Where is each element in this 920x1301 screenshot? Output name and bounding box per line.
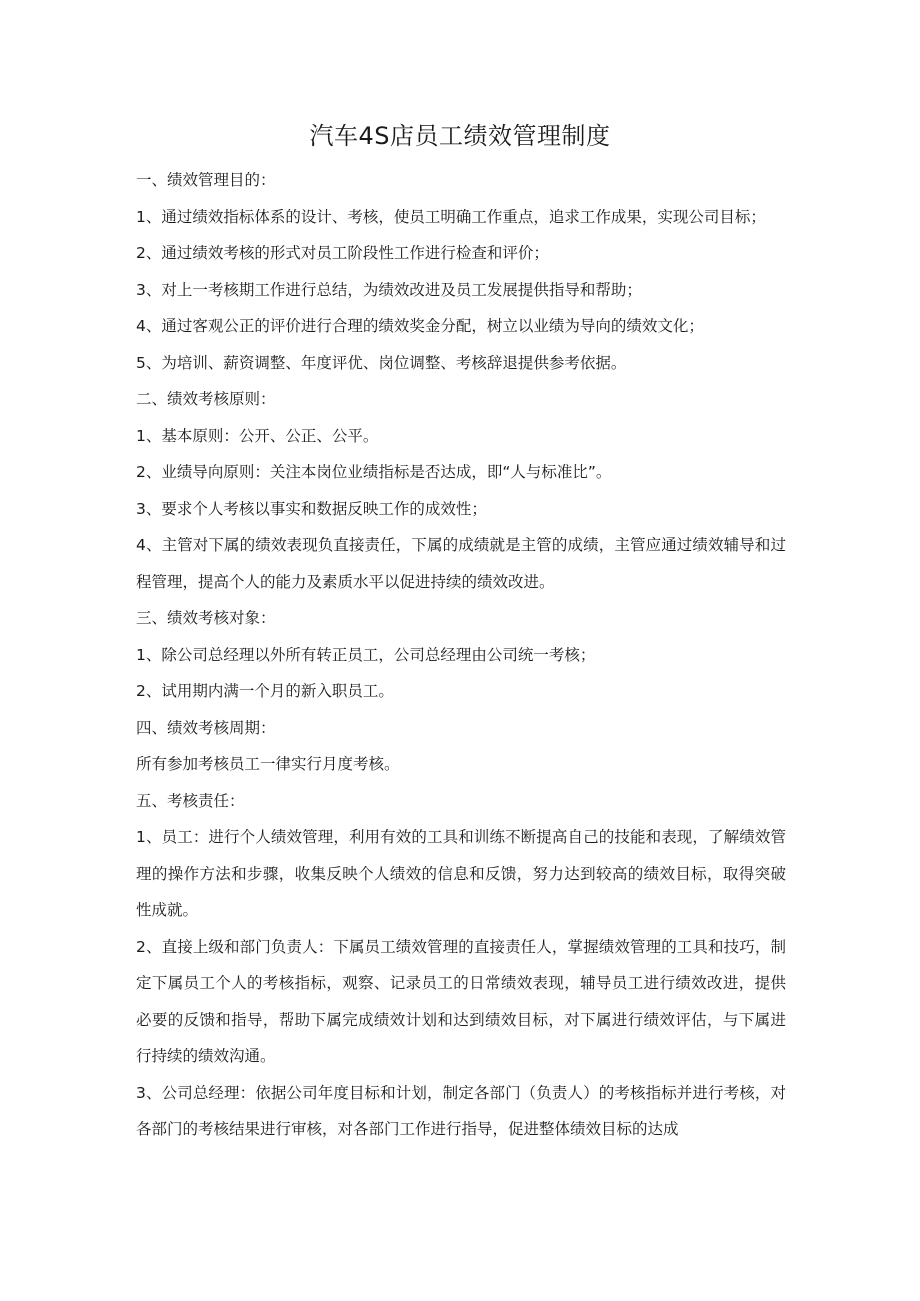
paragraph: 1、基本原则：公开、公正、公平。 xyxy=(136,426,379,445)
paragraph: 2、通过绩效考核的形式对员工阶段性工作进行检查和评价； xyxy=(136,244,549,262)
paragraph: 所有参加考核员工一律实行月度考核。 xyxy=(136,755,400,773)
paragraph: 2、业绩导向原则：关注本岗位业绩指标是否达成，即“人与标准比”。 xyxy=(136,463,612,481)
paragraph: 1、通过绩效指标体系的设计、考核，使员工明确工作重点，追求工作成果，实现公司目标； xyxy=(136,207,766,226)
section-heading-3: 三、绩效考核对象： xyxy=(136,609,276,627)
document-title: 汽车4S店员工绩效管理制度 xyxy=(309,122,611,150)
paragraph: 2、直接上级和部门负责人：下属员工绩效管理的直接责任人，掌握绩效管理的工具和技巧，制定下属员工个人的考核指标，观察、记录员工的日常绩效表现，辅导员工进行绩效改进，提供必要的反馈和指导，帮助下属完成绩效计划和达到绩效目标，对下属进行绩效评估，与下属进行持续的绩效沟通。 xyxy=(136,937,786,1065)
section-heading-4: 四、绩效考核周期： xyxy=(136,718,276,737)
paragraph: 1、除公司总经理以外所有转正员工，公司总经理由公司统一考核； xyxy=(136,645,596,664)
paragraph: 3、对上一考核期工作进行总结，为绩效改进及员工发展提供指导和帮助； xyxy=(136,280,642,299)
paragraph: 4、主管对下属的绩效表现负直接责任，下属的成绩就是主管的成绩，主管应通过绩效辅导和过程管理，提高个人的能力及素质水平以促进持续的绩效改进。 xyxy=(136,536,786,591)
paragraph: 4、通过客观公正的评价进行合理的绩效奖金分配，树立以业绩为导向的绩效文化； xyxy=(136,317,704,335)
section-heading-1: 一、绩效管理目的： xyxy=(136,171,276,189)
paragraph: 5、为培训、薪资调整、年度评优、岗位调整、考核辞退提供参考依据。 xyxy=(136,353,627,372)
paragraph: 2、试用期内满一个月的新入职员工。 xyxy=(136,682,394,700)
paragraph: 3、公司总经理：依据公司年度目标和计划，制定各部门（负责人）的考核指标并进行考核，对各部门的考核结果进行审核，对各部门工作进行指导，促进整体绩效目标的达成 xyxy=(136,1083,786,1138)
section-heading-5: 五、考核责任： xyxy=(136,791,245,810)
paragraph: 3、要求个人考核以事实和数据反映工作的成效性； xyxy=(136,499,487,518)
paragraph: 1、员工：进行个人绩效管理，利用有效的工具和训练不断提高自己的技能和表现，了解绩效管理的操作方法和步骤，收集反映个人绩效的信息和反馈，努力达到较高的绩效目标，取得突破性成就。 xyxy=(136,828,786,919)
section-heading-2: 二、绩效考核原则： xyxy=(136,390,276,408)
document-body xyxy=(136,162,786,1148)
